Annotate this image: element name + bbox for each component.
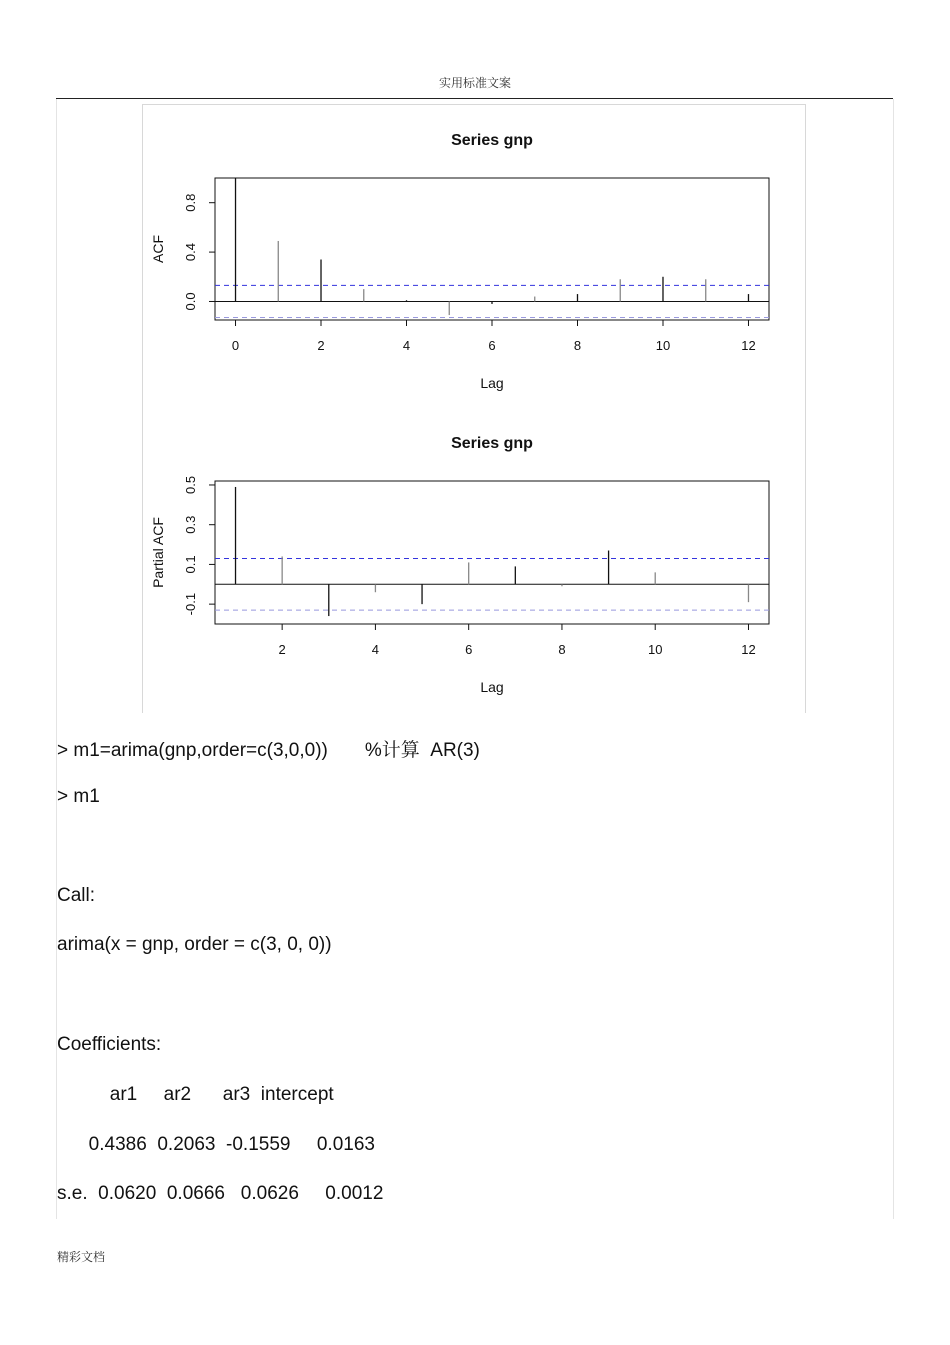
plot1-x-tick-label: 4 [402,338,411,353]
plot2-y-tick-label: 0.1 [183,555,198,574]
plot1-y-tick-label: 0.8 [183,193,198,212]
console-line-coef-names: ar1 ar2 ar3 intercept [57,1084,334,1105]
plot2-title: Series gnp [451,435,533,452]
console-line-print-model: > m1 [57,786,100,807]
frame-right-border [893,99,894,1219]
plot1-x-tick-label: 6 [488,338,496,353]
plot2-frame [215,481,769,624]
plot1-x-tick-label: 2 [317,338,325,353]
console-line-coef-values: 0.4386 0.2063 -0.1559 0.0163 [57,1134,375,1155]
plot1-x-tick-label: 0 [231,338,240,353]
header-rule [56,98,893,99]
plot1-x-tick-label: 10 [655,338,671,353]
plot1-title: Series gnp [451,132,533,149]
plot1-x-tick-label: 8 [573,338,582,353]
plot1-y-tick-label: 0.0 [183,292,198,311]
plot1-y-axis-label: ACF [150,235,166,263]
plot1-frame [215,178,769,320]
plot2-y-axis-label: Partial ACF [150,517,166,588]
plot2-x-axis-label: Lag [480,679,504,695]
acf-pacf-plots [143,105,805,713]
console-line-arima-command: > m1=arima(gnp,order=c(3,0,0)) %计算 AR(3) [57,740,480,761]
page-footer: 精彩文档 [57,1250,106,1264]
r-plot-panel [142,104,806,713]
console-line-standard-errors: s.e. 0.0620 0.0666 0.0626 0.0012 [57,1183,384,1204]
plot2-y-tick-label: 0.3 [183,515,198,534]
plot2-x-tick-label: 4 [371,642,380,657]
console-line-call-heading: Call: [57,885,96,906]
console-line-coefficients-heading: Coefficients: [57,1034,162,1055]
plot1-y-tick-label: 0.4 [183,243,198,262]
plot2-y-tick-label: 0.5 [183,475,198,495]
console-line-call: arima(x = gnp, order = c(3, 0, 0)) [57,934,332,955]
plot2-x-tick-label: 6 [465,642,473,657]
plot2-x-tick-label: 8 [558,642,566,657]
plot2-x-tick-label: 2 [278,642,286,657]
plot2-x-tick-label: 12 [741,642,756,657]
plot1-x-tick-label: 12 [741,338,756,353]
page-header: 实用标准文案 [438,76,511,90]
plot2-x-tick-label: 10 [647,642,663,657]
plot1-x-axis-label: Lag [480,375,504,391]
plot2-y-tick-label: -0.1 [183,592,198,616]
